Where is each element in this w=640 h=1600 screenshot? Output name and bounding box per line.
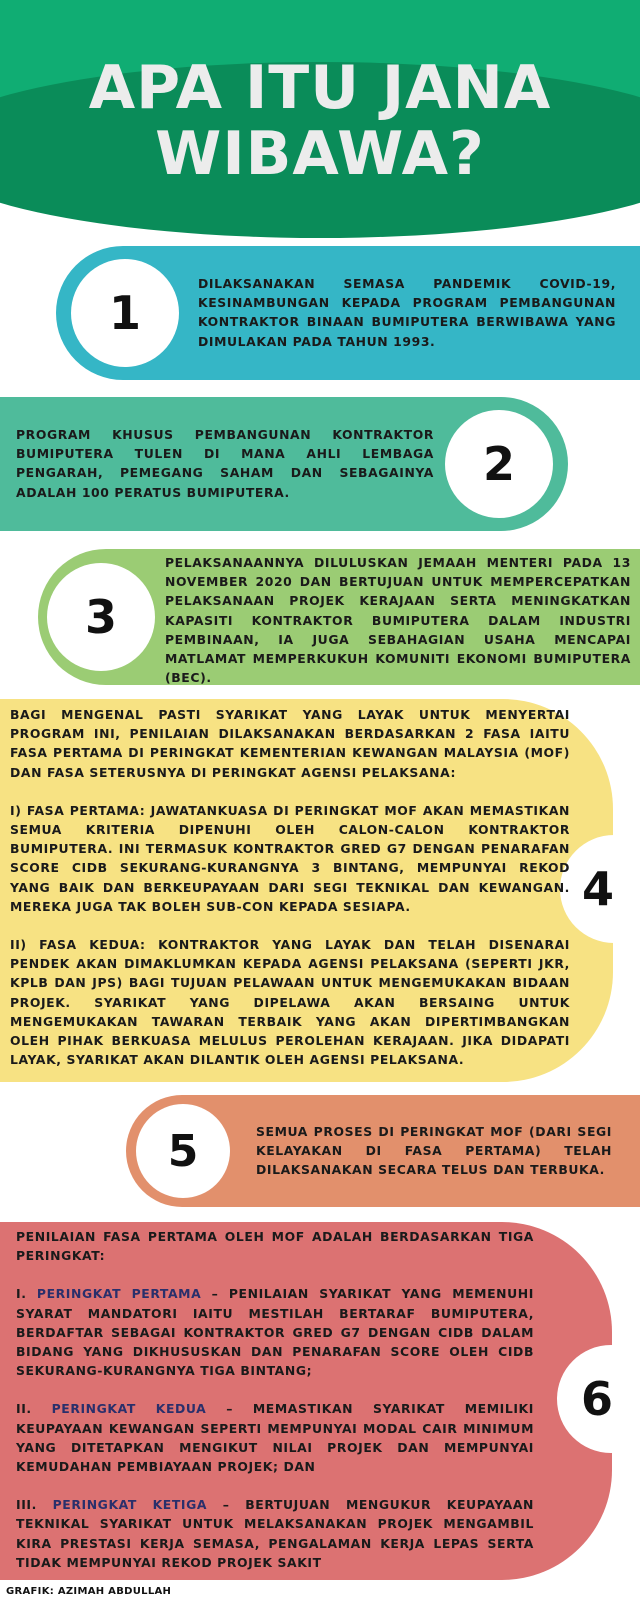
page-title <box>0 55 640 187</box>
item-1-label: PERINGKAT PERTAMA <box>36 1286 202 1302</box>
step-2-number: 2 <box>482 437 515 491</box>
item-1-text: – PENILAIAN SYARIKAT YANG MEMENUHI SYARAT MANDATORI IAITU MESTILAH BERTARAF BUMIPUTERA, BERDAFTAR SEBAGAI KONTRAKTOR GRED G7 DENGAN CIDB DALAM BIDANG YANG DIKHUSUSKAN DAN PENARAFAN SCORE OLEH CIDB SEKURANG-KURANGNYA TIGA BINTANG; <box>16 1286 534 1379</box>
step-4-text <box>10 705 570 1069</box>
header <box>0 0 640 240</box>
item-2-prefix: II. <box>16 1401 52 1417</box>
step-1-number: 1 <box>108 286 141 340</box>
item-2-text: – MEMASTIKAN SYARIKAT MEMILIKI KEUPAYAAN KEWANGAN SEPERTI MEMPUNYAI MODAL CAIR MINIMUM YANG DITETAPKAN MENGIKUT NILAI PROJEK DAN MEMPUNYAI KEMUDAHAN PEMBIAYAAN PROJEK; DAN <box>16 1401 534 1475</box>
step-2-paragraph: PROGRAM KHUSUS PEMBANGUNAN KONTRAKTOR BUMIPUTERA TULEN DI MANA AHLI LEMBAGA PENGARAH, PEMEGANG SAHAM DAN SEBAGAINYA ADALAH 100 PERATUS BUMIPUTERA. <box>16 427 434 500</box>
step-5-circle <box>136 1104 230 1198</box>
step-4-paragraph-fasa-1: I) FASA PERTAMA: JAWATANKUASA DI PERINGKAT MOF AKAN MEMASTIKAN SEMUA KRITERIA DIPENUHI OLEH CALON-CALON KONTRAKTOR BUMIPUTERA. INI TERMASUK KONTRAKTOR GRED G7 DENGAN PENARAFAN SCORE CIDB SEKURANG-KURANGNYA 3 BINTANG, MEMPUNYAI REKOD YANG BAIK DAN BERKEUPAYAAN DARI SEGI TEKNIKAL DAN KEWANGAN. MEREKA JUGA TAK BOLEH SUB-CON KEPADA SESIAPA. <box>10 802 570 914</box>
step-5-text <box>256 1122 612 1180</box>
step-4-paragraph-intro: BAGI MENGENAL PASTI SYARIKAT YANG LAYAK UNTUK MENYERTAI PROGRAM INI, PENILAIAN DILAKSANAKAN BERDASARKAN 2 FASA IAITU FASA PERTAMA DI PERINGKAT KEMENTERIAN KEWANGAN MALAYSIA (MOF) DAN FASA SETERUSNYA DI PERINGKAT AGENSI PELAKSANA: <box>10 707 570 780</box>
step-6-item-3 <box>16 1495 534 1572</box>
step-6-number: 6 <box>580 1372 613 1426</box>
step-5-number: 5 <box>167 1125 199 1177</box>
step-2-text <box>16 425 434 502</box>
item-1-prefix: I. <box>16 1286 37 1302</box>
step-5-paragraph: SEMUA PROSES DI PERINGKAT MOF (DARI SEGI KELAYAKAN DI FASA PERTAMA) TELAH DILAKSANAKAN SECARA TELUS DAN TERBUKA. <box>256 1124 612 1178</box>
step-1-text <box>198 274 616 351</box>
step-1-circle <box>71 259 179 367</box>
step-4-paragraph-fasa-2: II) FASA KEDUA: KONTRAKTOR YANG LAYAK DAN TELAH DISENARAI PENDEK AKAN DIMAKLUMKAN KEPADA AGENSI PELAKSANA (SEPERTI JKR, KPLB DAN JPS) BAGI TUJUAN PELAWAAN UNTUK MENGEMUKAKAN BIDAAN PROJEK. SYARIKAT YANG DIPELAWA AKAN BERSAING UNTUK MENGEMUKAKAN TAWARAN TERBAIK YANG AKAN DIPERTIMBANGKAN OLEH PIHAK BERKUASA MELULUS PEROLEHAN KERAJAAN. JIKA DIDAPATI LAYAK, SYARIKAT AKAN DILANTIK OLEH AGENSI PELAKSANA. <box>10 937 570 1068</box>
title-line-2: WIBAWA? <box>155 119 485 189</box>
item-3-prefix: III. <box>16 1497 53 1513</box>
item-2-label: PERINGKAT KEDUA <box>51 1401 207 1417</box>
step-3-text <box>165 553 631 687</box>
step-4-number: 4 <box>581 862 614 916</box>
item-3-text: – BERTUJUAN MENGUKUR KEUPAYAAN TEKNIKAL SYARIKAT UNTUK MELAKSANAKAN PROJEK MENGAMBIL KIRA PRESTASI KERJA SEMASA, PENGALAMAN KERJA LEPAS SERTA TIDAK MEMPUNYAI REKOD PROJEK SAKIT <box>16 1497 534 1570</box>
step-3-paragraph: PELAKSANAANNYA DILULUSKAN JEMAAH MENTERI PADA 13 NOVEMBER 2020 DAN BERTUJUAN UNTUK MEMPERCEPATKAN PELAKSANAAN PROJEK KERAJAAN SERTA MENINGKATKAN KAPASITI KONTRAKTOR BUMIPUTERA DALAM INDUSTRI PEMBINAAN, IA JUGA SEBAHAGIAN USAHA MENCAPAI MATLAMAT MEMPERKUKUH KOMUNITI EKONOMI BUMIPUTERA (BEC). <box>165 555 631 686</box>
step-2-circle <box>445 410 553 518</box>
title-line-1: APA ITU JANA <box>88 53 552 123</box>
step-3-circle <box>47 563 155 671</box>
item-3-label: PERINGKAT KETIGA <box>52 1497 208 1513</box>
step-3-number: 3 <box>84 590 117 644</box>
graphic-credit: GRAFIK: AZIMAH ABDULLAH <box>6 1586 172 1597</box>
step-6-intro: PENILAIAN FASA PERTAMA OLEH MOF ADALAH BERDASARKAN TIGA PERINGKAT: <box>16 1229 534 1264</box>
step-1-paragraph: DILAKSANAKAN SEMASA PANDEMIK COVID-19, KESINAMBUNGAN KEPADA PROGRAM PEMBANGUNAN KONTRAKTOR BINAAN BUMIPUTERA BERWIBAWA YANG DIMULAKAN PADA TAHUN 1993. <box>198 276 616 349</box>
step-6-text <box>16 1227 534 1572</box>
step-6-item-1 <box>16 1284 534 1380</box>
step-6-item-2 <box>16 1399 534 1476</box>
